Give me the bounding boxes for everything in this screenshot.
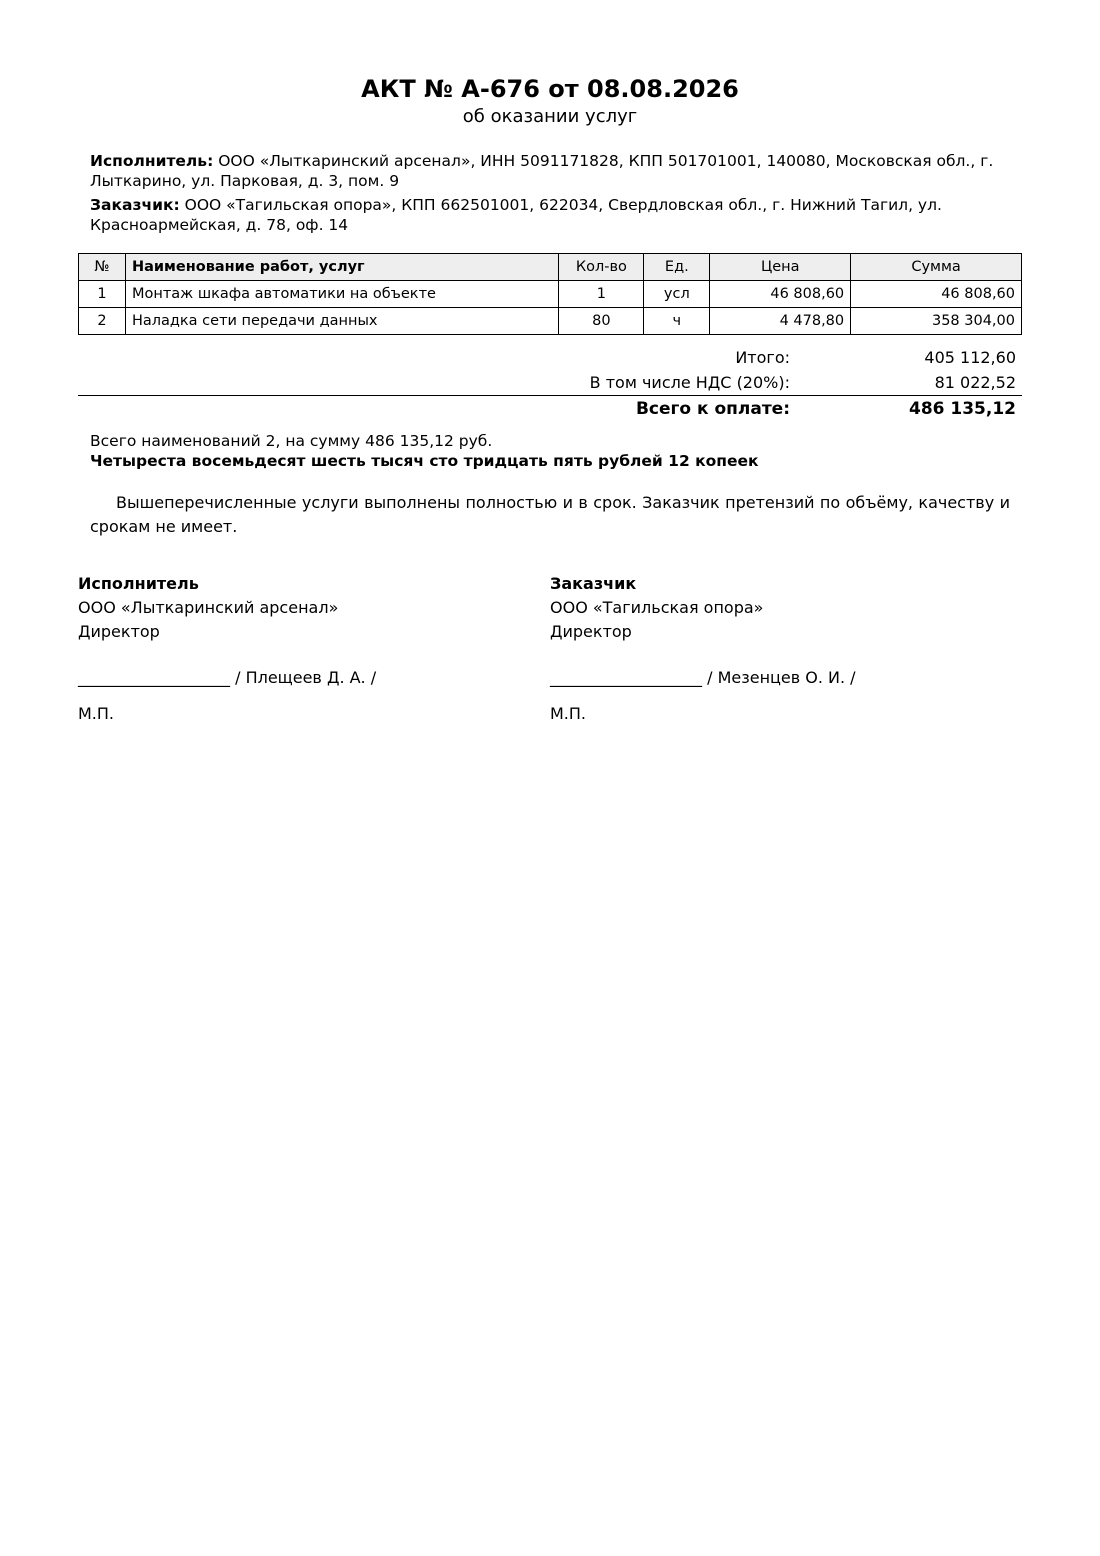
total-value: 486 135,12 [908, 399, 1016, 419]
executor-label: Исполнитель: [90, 152, 214, 170]
vat-label: В том числе НДС (20%): [589, 373, 790, 392]
col-header-qty: Кол-во [559, 254, 644, 281]
document-subtitle: об оказании услуг [462, 106, 638, 127]
completion-statement: Вышеперечисленные услуги выполнены полностью и в срок. Заказчик претензий по объёму, качеству и срокам не имеет. [90, 493, 1010, 536]
customer-stamp-label: М.П. [550, 704, 587, 723]
col-header-unit: Ед. [644, 254, 710, 281]
total-label: Всего к оплате: [635, 399, 790, 419]
executor-position: Директор [78, 622, 160, 641]
row-sum: 46 808,60 [851, 281, 1022, 308]
executor-details: ООО «Лыткаринский арсенал», ИНН 5091171828, КПП 501701001, 140080, Московская обл., г. Лыткарино, ул. Парковая, д. 3, пом. 9 [90, 152, 994, 190]
table-header-row [79, 254, 1022, 281]
services-table [78, 253, 1022, 335]
row-unit: усл [644, 281, 710, 308]
col-header-sum: Сумма [851, 254, 1022, 281]
customer-sign-line: ___________________ / Мезенцев О. И. / [550, 668, 856, 687]
executor-role: Исполнитель [78, 574, 199, 593]
subtotal-value: 405 112,60 [924, 348, 1016, 367]
row-price: 46 808,60 [710, 281, 851, 308]
vat-value: 81 022,52 [934, 373, 1016, 392]
customer-label: Заказчик: [90, 196, 180, 214]
subtotal-label: Итого: [735, 348, 790, 367]
col-header-num: № [79, 254, 126, 281]
executor-org: ООО «Лыткаринский арсенал» [78, 598, 339, 617]
customer-signature-block [550, 572, 1000, 726]
col-header-price: Цена [710, 254, 851, 281]
customer-org: ООО «Тагильская опора» [550, 598, 764, 617]
items-count-summary: Всего наименований 2, на сумму 486 135,12 руб. [90, 432, 493, 450]
executor-stamp-label: М.П. [78, 704, 115, 723]
col-header-name: Наименование работ, услуг [125, 254, 558, 281]
executor-info [90, 151, 1020, 191]
amount-in-words: Четыреста восемьдесят шесть тысяч сто тридцать пять рублей 12 копеек [90, 452, 759, 470]
row-num: 2 [79, 308, 126, 335]
executor-sign-line: ___________________ / Плещеев Д. А. / [78, 668, 377, 687]
customer-position: Директор [550, 622, 632, 641]
document-title: АКТ № А-676 от 08.08.2026 [361, 75, 739, 103]
totals-divider [78, 395, 1022, 396]
customer-role: Заказчик [550, 574, 637, 593]
row-unit: ч [644, 308, 710, 335]
row-name: Наладка сети передачи данных [125, 308, 558, 335]
row-sum: 358 304,00 [851, 308, 1022, 335]
customer-details: ООО «Тагильская опора», КПП 662501001, 622034, Свердловская обл., г. Нижний Тагил, ул. Красноармейская, д. 78, оф. 14 [90, 196, 942, 234]
table-row [79, 281, 1022, 308]
row-qty: 80 [559, 308, 644, 335]
row-name: Монтаж шкафа автоматики на объекте [125, 281, 558, 308]
row-qty: 1 [559, 281, 644, 308]
row-price: 4 478,80 [710, 308, 851, 335]
customer-info [90, 195, 1020, 235]
table-row [79, 308, 1022, 335]
executor-signature-block [78, 572, 528, 726]
row-num: 1 [79, 281, 126, 308]
